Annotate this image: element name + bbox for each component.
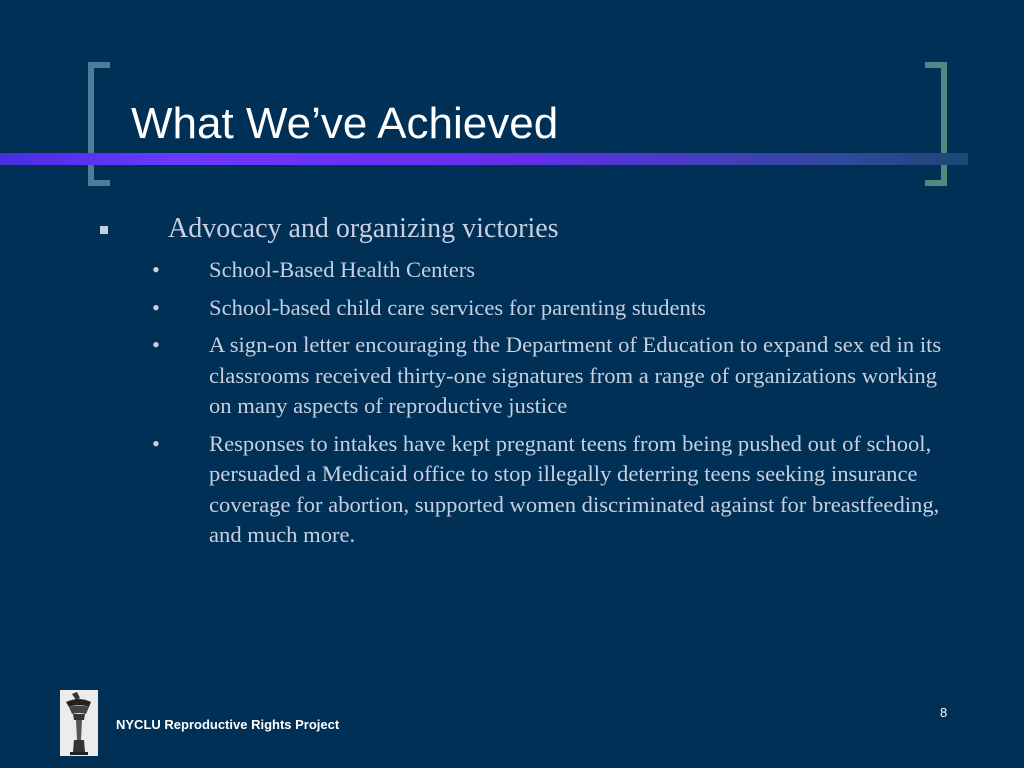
sub-bullet-item	[152, 429, 942, 551]
sub-bullet-item	[152, 255, 942, 286]
page-number: 8	[940, 705, 948, 720]
sub-bullet-item	[152, 293, 942, 324]
sub-bullet-list	[152, 255, 942, 558]
sub-bullet-item	[152, 330, 942, 422]
title-underline-bar	[0, 153, 968, 165]
square-bullet-icon	[100, 226, 108, 234]
bullet-dot-icon: •	[152, 430, 160, 456]
main-bullet-text: Advocacy and organizing victories	[168, 213, 559, 244]
footer-text: NYCLU Reproductive Rights Project	[116, 717, 340, 732]
sub-bullet-text: School-based child care services for parenting students	[209, 294, 706, 320]
slide-title: What We’ve Achieved	[131, 99, 559, 148]
bullet-dot-icon: •	[152, 294, 160, 320]
sub-bullet-text: Responses to intakes have kept pregnant teens from being pushed out of school, persuaded a Medicaid office to stop illegally deterring teens seeking insurance coverage for abortion, supported women discriminated against for breastfeeding, and much more.	[209, 430, 940, 547]
bullet-dot-icon: •	[152, 332, 160, 357]
sub-bullet-text: School-Based Health Centers	[209, 257, 476, 282]
bullet-dot-icon: •	[152, 257, 160, 282]
sub-bullet-text: A sign-on letter encouraging the Department of Education to expand sex ed in its classrooms received thirty-one signatures from a range of organizations working on many aspects of reproductive justice	[209, 332, 942, 418]
right-bracket-decoration	[925, 62, 947, 186]
statue-of-liberty-torch-icon	[60, 690, 98, 756]
left-bracket-decoration	[88, 62, 110, 186]
